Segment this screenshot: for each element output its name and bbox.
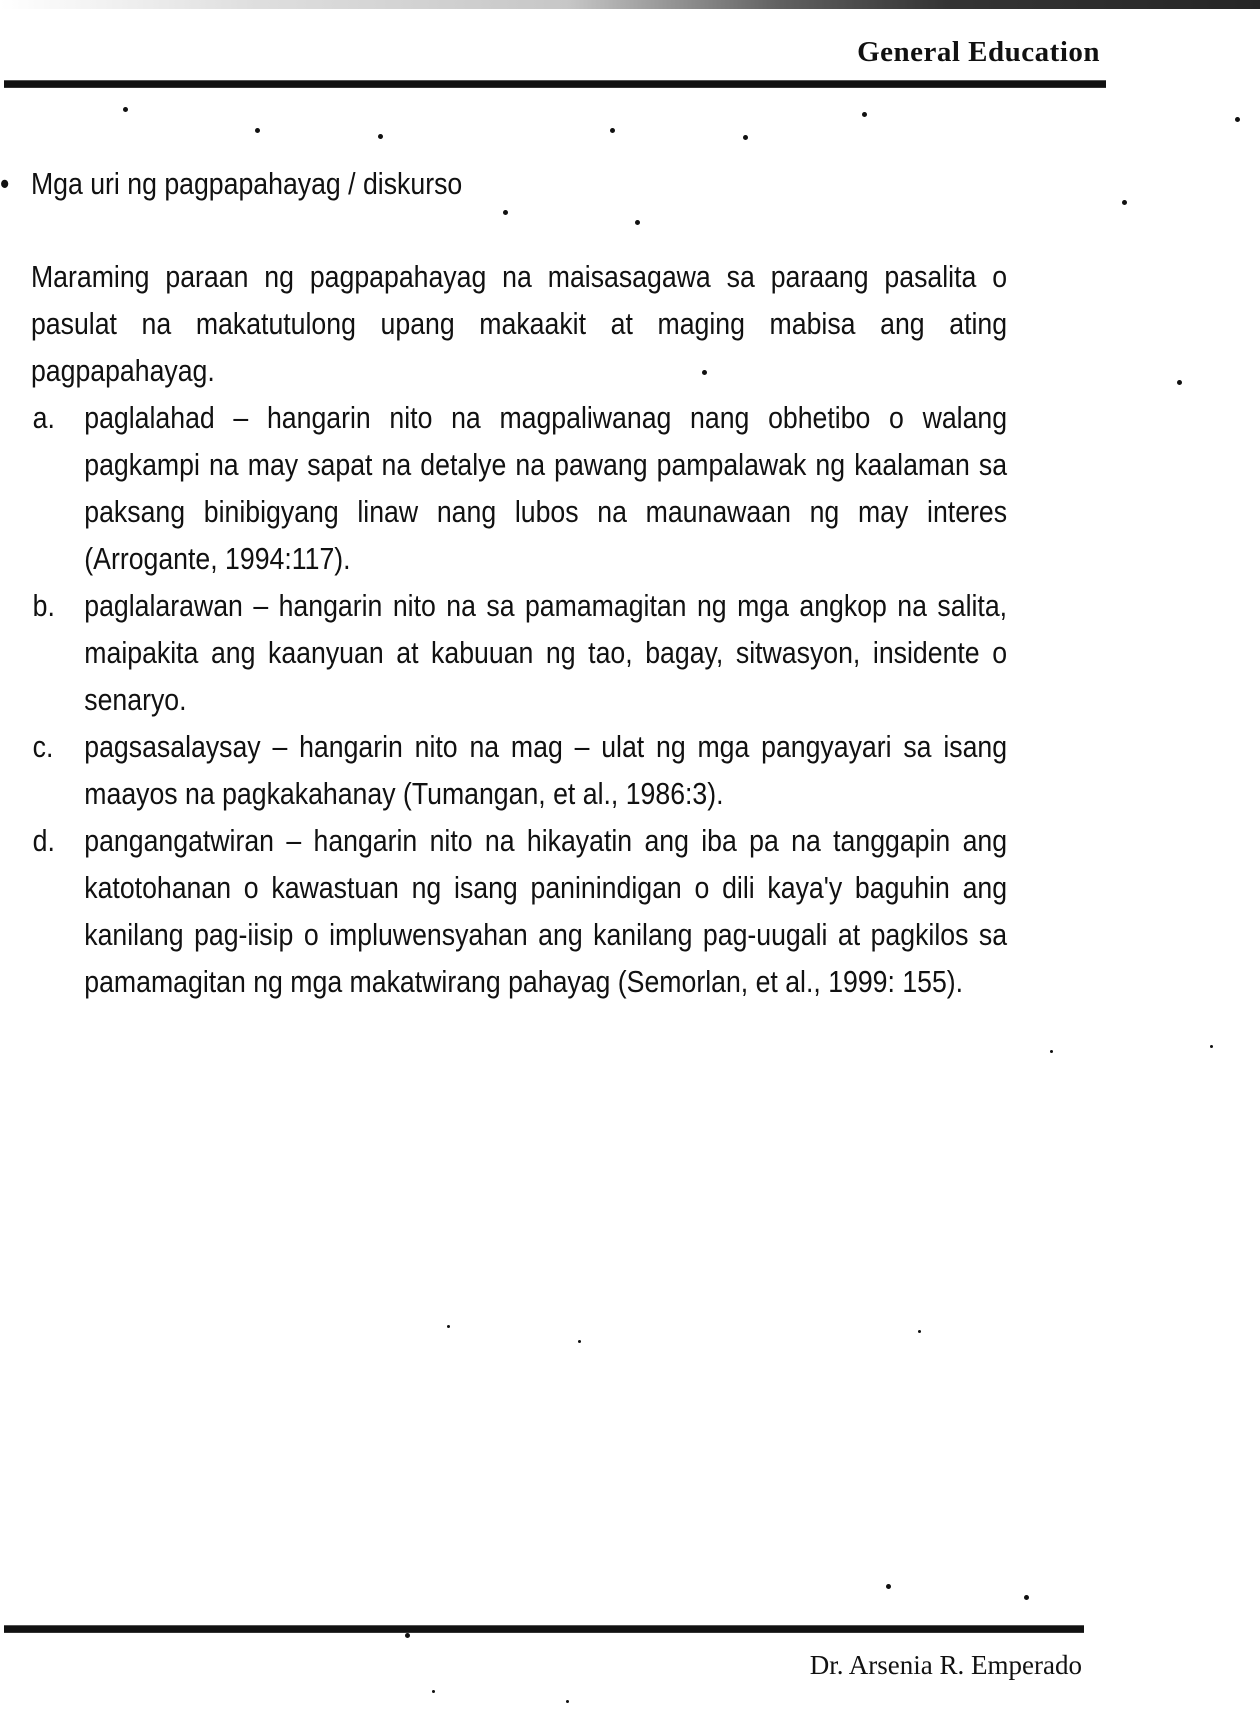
scan-speck bbox=[447, 1325, 450, 1328]
scan-speck bbox=[862, 112, 867, 117]
scan-speck bbox=[1210, 1045, 1213, 1048]
section-heading bbox=[0, 160, 1109, 207]
list-item bbox=[0, 582, 1007, 723]
scan-speck bbox=[610, 128, 615, 133]
running-header-title: General Education bbox=[857, 36, 1100, 68]
scan-speck bbox=[918, 1330, 921, 1333]
discourse-types-list bbox=[0, 394, 1109, 1005]
scan-speck bbox=[378, 134, 383, 139]
page-body bbox=[0, 160, 1109, 1005]
list-item bbox=[0, 394, 1007, 582]
intro-paragraph: Maraming paraan ng pagpapahayag na maisasagawa sa paraang pasalita o pasulat na makatutulong upang makaakit at maging mabisa ang ating pagpapahayag. bbox=[30, 259, 1008, 388]
list-item bbox=[0, 723, 1007, 817]
scan-speck bbox=[255, 128, 260, 133]
list-item-text: paglalahad – hangarin nito na magpaliwanag nang obhetibo o walang pagkampi na may sapat na detalye na pawang pampalawak ng kaalaman sa paksang binibigyang linaw nang lubos na maunawaan ng may interes (Arrogante, 1994:117). bbox=[84, 400, 1008, 576]
list-marker: c. bbox=[32, 729, 54, 764]
list-item-text: pagsasalaysay – hangarin nito na mag – ulat ng mga pangyayari sa isang maayos na pagkakahanay (Tumangan, et al., 1986:3). bbox=[84, 729, 1008, 811]
scan-speck bbox=[635, 220, 640, 225]
scan-speck bbox=[405, 1633, 410, 1638]
scan-speck bbox=[123, 107, 128, 112]
list-marker: d. bbox=[32, 823, 55, 858]
scan-speck bbox=[1177, 380, 1182, 385]
scan-speck bbox=[432, 1690, 435, 1693]
list-marker: b. bbox=[32, 588, 55, 623]
running-footer-author: Dr. Arsenia R. Emperado bbox=[809, 1650, 1082, 1680]
scan-speck bbox=[1235, 117, 1240, 122]
footer-rule bbox=[4, 1625, 1084, 1633]
scan-speck bbox=[743, 135, 748, 140]
scan-speck bbox=[578, 1340, 581, 1343]
section-heading-text: Mga uri ng pagpapahayag / diskurso bbox=[30, 166, 463, 201]
header-rule bbox=[4, 80, 1106, 88]
bullet-icon: • bbox=[0, 166, 10, 201]
scan-edge-artifact bbox=[0, 0, 1260, 9]
scan-speck bbox=[503, 210, 508, 215]
list-marker: a. bbox=[32, 400, 55, 435]
list-item-text: pangangatwiran – hangarin nito na hikayatin ang iba pa na tanggapin ang katotohanan o kawastuan ng isang paninindigan o dili kaya'y baguhin ang kanilang pag-iisip o impluwensyahan ang kanilang pag-uugali at pagkilos sa pamamagitan ng mga makatwirang pahayag (Semorlan, et al., 1999: 155). bbox=[84, 823, 1008, 999]
scan-speck bbox=[1024, 1595, 1029, 1600]
scan-speck bbox=[702, 370, 707, 375]
list-item bbox=[0, 817, 1007, 1005]
scan-speck bbox=[566, 1700, 569, 1703]
scan-speck bbox=[886, 1584, 891, 1589]
scan-speck bbox=[1050, 1050, 1053, 1053]
list-item-text: paglalarawan – hangarin nito na sa pamamagitan ng mga angkop na salita, maipakita ang kaanyuan at kabuuan ng tao, bagay, sitwasyon, insidente o senaryo. bbox=[84, 588, 1008, 717]
scan-speck bbox=[1122, 200, 1127, 205]
